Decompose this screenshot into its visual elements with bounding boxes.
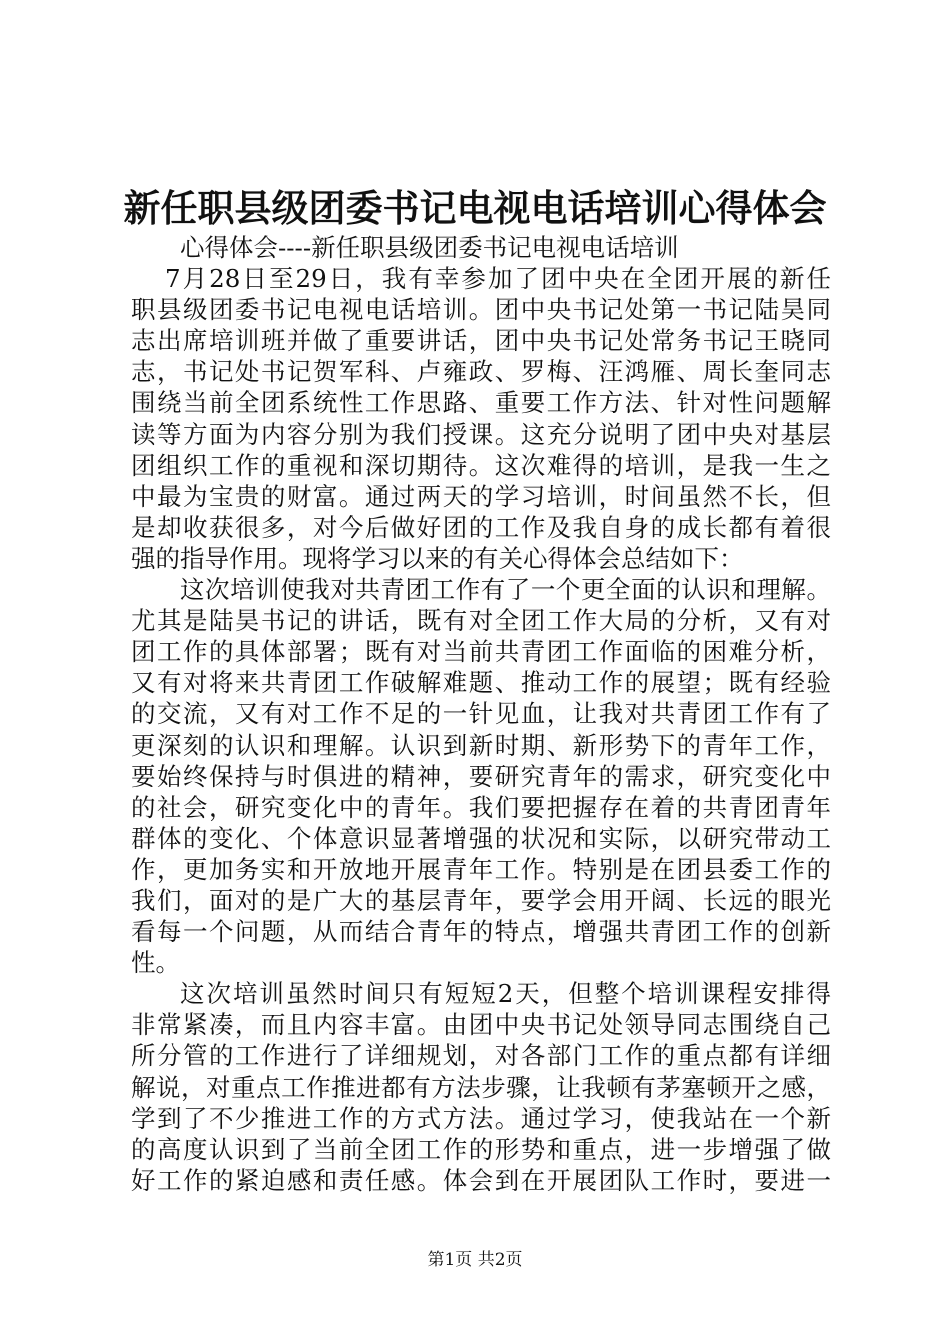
text-line: 中最为宝贵的财富。通过两天的学习培训，时间虽然不长，但: [131, 481, 831, 511]
text-line: 群体的变化、个体意识显著增强的状况和实际，以研究带动工: [131, 823, 831, 853]
text-line: 非常紧凑，而且内容丰富。由团中央书记处领导同志围绕自己: [131, 1010, 831, 1040]
text-line: 学到了不少推进工作的方式方法。通过学习，使我站在一个新: [131, 1103, 831, 1133]
text-line: 团组织工作的重视和深切期待。这次难得的培训，是我一生之: [131, 450, 831, 480]
text-line: 更深刻的认识和理解。认识到新时期、新形势下的青年工作，: [131, 730, 831, 760]
text-line: 读等方面为内容分别为我们授课。这充分说明了团中央对基层: [131, 419, 831, 449]
document-body: [131, 232, 831, 1196]
text-line: 是却收获很多，对今后做好团的工作及我自身的成长都有着很: [131, 512, 831, 542]
text-line: 这次培训虽然时间只有短短2天，但整个培训课程安排得: [180, 979, 831, 1009]
paragraph-2: [131, 574, 831, 978]
text-line: 强的指导作用。现将学习以来的有关心得体会总结如下：: [131, 543, 744, 573]
text-line: 要始终保持与时俱进的精神，要研究青年的需求，研究变化中: [131, 761, 831, 791]
text-line: 尤其是陆昊书记的讲话，既有对全团工作大局的分析，又有对: [131, 606, 831, 636]
text-line: 7月28日至29日，我有幸参加了团中央在全团开展的新任: [165, 264, 831, 294]
text-line: 团工作的具体部署；既有对当前共青团工作面临的困难分析，: [131, 637, 831, 667]
subtitle: 心得体会----新任职县级团委书记电视电话培训: [180, 233, 679, 262]
text-line: 又有对将来共青团工作破解难题、推动工作的展望；既有经验: [131, 668, 831, 698]
page-footer: 第1页 共2页: [427, 1250, 523, 1270]
text-line: 看每一个问题，从而结合青年的特点，增强共青团工作的创新: [131, 917, 831, 947]
text-line: 我们，面对的是广大的基层青年，要学会用开阔、长远的眼光: [131, 885, 831, 915]
document-title: 新任职县级团委书记电视电话培训心得体会: [123, 186, 827, 230]
text-line: 这次培训使我对共青团工作有了一个更全面的认识和理解。: [180, 575, 831, 605]
paragraph-3: [131, 978, 831, 1196]
text-line: 的交流，又有对工作不足的一针见血，让我对共青团工作有了: [131, 699, 831, 729]
text-line: 志出席培训班并做了重要讲话，团中央书记处常务书记王晓同: [131, 326, 831, 356]
text-line: 解说，对重点工作推进都有方法步骤，让我顿有茅塞顿开之感，: [131, 1072, 831, 1102]
text-line: 好工作的紧迫感和责任感。体会到在开展团队工作时，要进一: [131, 1165, 831, 1195]
text-line: 所分管的工作进行了详细规划，对各部门工作的重点都有详细: [131, 1041, 831, 1071]
text-line: 性。: [131, 948, 180, 978]
text-line: 围绕当前全团系统性工作思路、重要工作方法、针对性问题解: [131, 388, 831, 418]
text-line: 职县级团委书记电视电话培训。团中央书记处第一书记陆昊同: [131, 295, 831, 325]
text-line: 的高度认识到了当前全团工作的形势和重点，进一步增强了做: [131, 1134, 831, 1164]
text-line: 作，更加务实和开放地开展青年工作。特别是在团县委工作的: [131, 854, 831, 884]
text-line: 志，书记处书记贺军科、卢雍政、罗梅、汪鸿雁、周长奎同志: [131, 357, 831, 387]
paragraph-1: [131, 263, 831, 574]
text-line: 的社会，研究变化中的青年。我们要把握存在着的共青团青年: [131, 792, 831, 822]
